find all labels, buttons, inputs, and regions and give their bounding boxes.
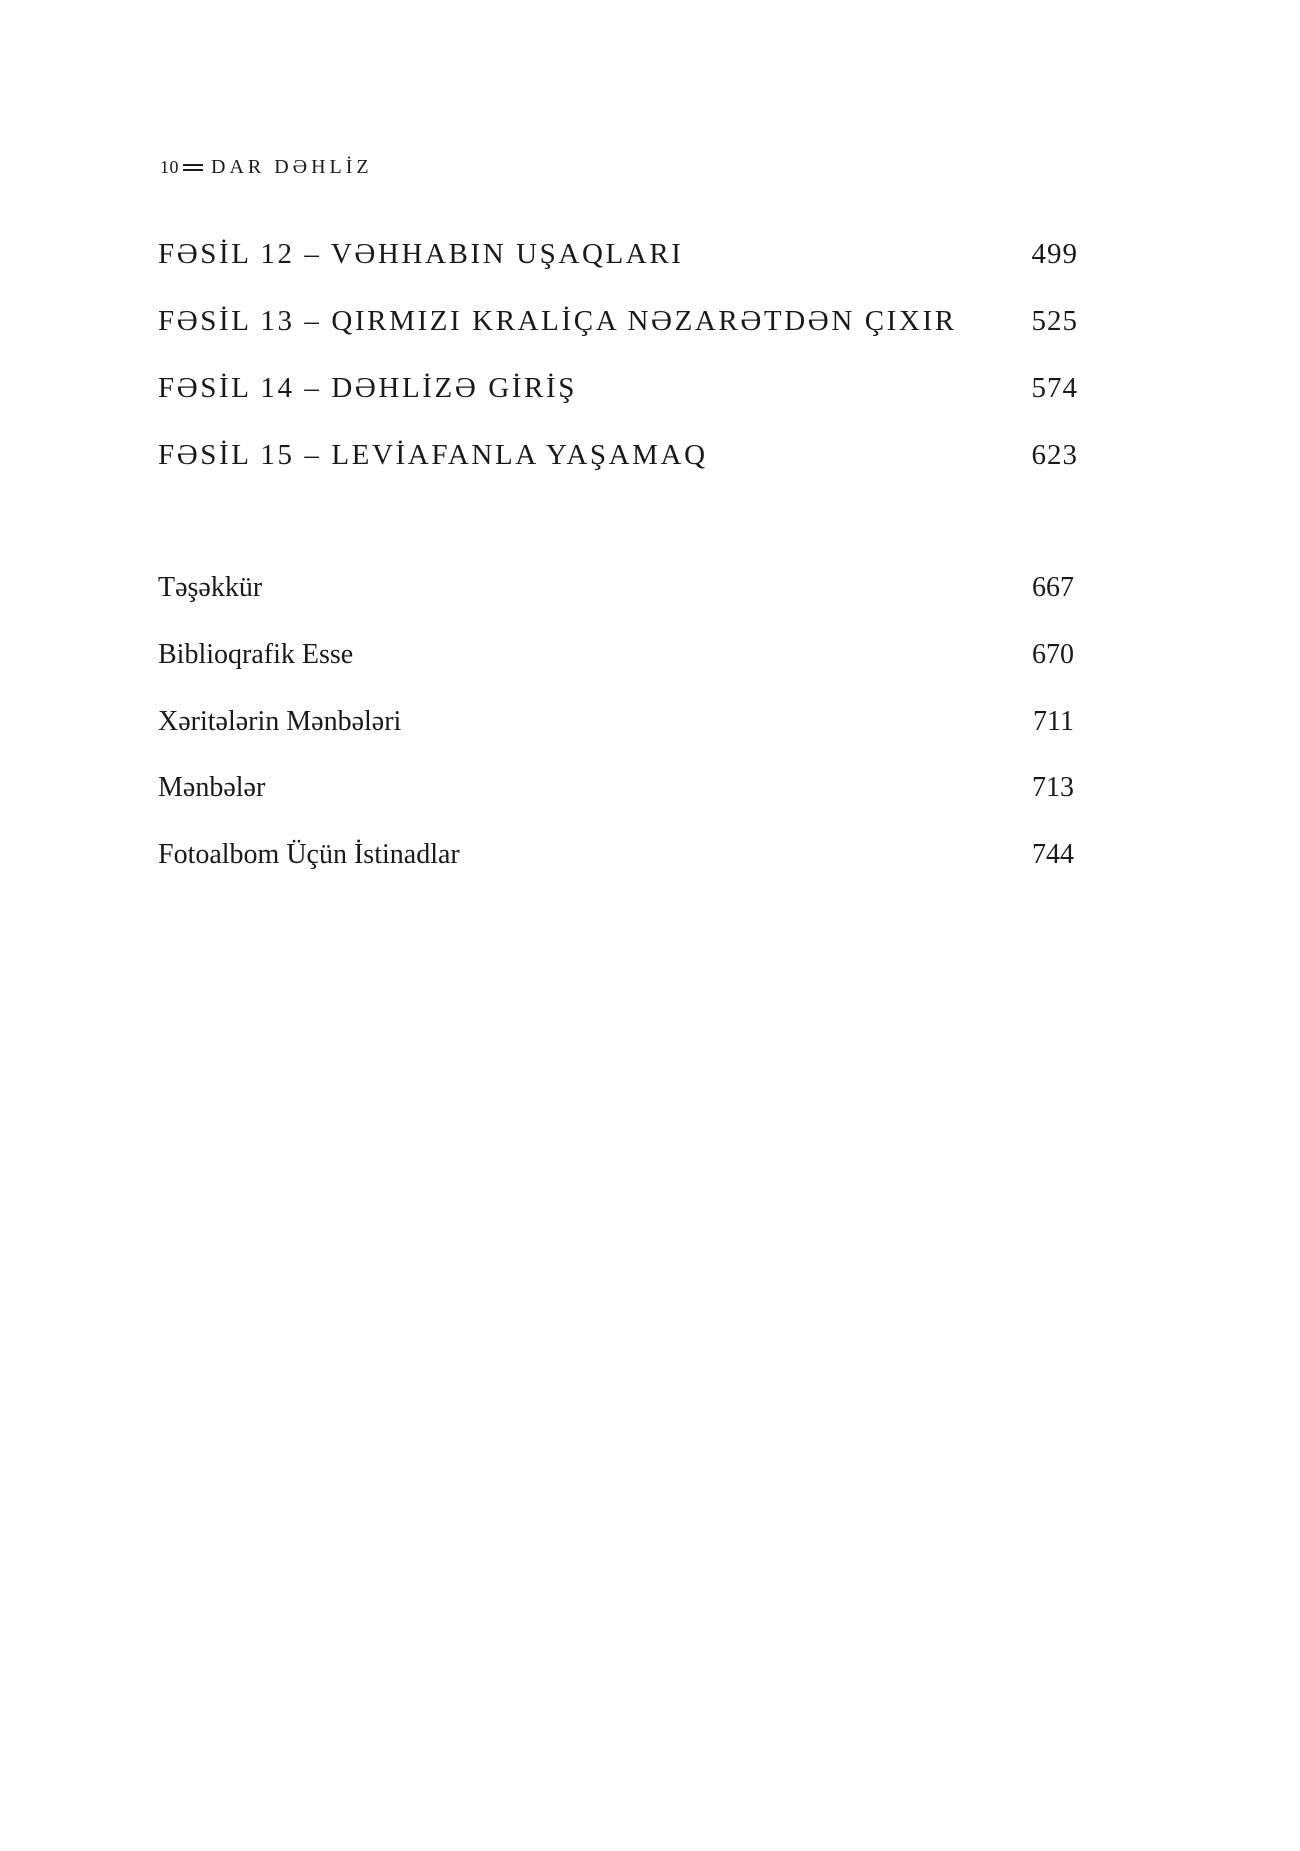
- toc-chapter-title: FƏSİL 14 – DƏHLİZƏ GİRİŞ: [158, 372, 577, 404]
- toc-page-number: 670: [1032, 639, 1074, 670]
- toc-entry-title: Təşəkkür: [158, 572, 263, 603]
- toc-page-number: 623: [1031, 439, 1078, 471]
- toc-back-matter-entry: [158, 706, 1074, 738]
- toc-page-number: 499: [1031, 238, 1078, 270]
- toc-chapter-entry: [158, 439, 1078, 472]
- running-header: [160, 152, 373, 182]
- toc-back-matter-entry: [158, 839, 1074, 871]
- toc-chapter-entry: [158, 238, 1078, 271]
- toc-chapter-title: FƏSİL 13 – QIRMIZI KRALİÇA NƏZARƏTDƏN ÇIXIR: [158, 305, 957, 337]
- toc-chapter-title: FƏSİL 12 – VƏHHABIN UŞAQLARI: [158, 238, 684, 270]
- toc-entry-title: Xəritələrin Mənbələri: [158, 706, 402, 737]
- toc-page-number: 574: [1031, 372, 1078, 404]
- toc-entry-title: Biblioqrafik Esse: [158, 639, 354, 670]
- toc-chapter-entry: [158, 372, 1078, 405]
- toc-back-matter-entry: [158, 772, 1074, 804]
- toc-page-number: 713: [1032, 772, 1074, 803]
- page-number: 10: [160, 156, 179, 177]
- toc-chapter-entry: [158, 305, 1078, 338]
- toc-back-matter-entry: [158, 639, 1074, 671]
- toc-page-number: 525: [1031, 305, 1078, 337]
- toc-chapter-title: FƏSİL 15 – LEVİAFANLA YAŞAMAQ: [158, 439, 708, 471]
- toc-entry-title: Fotoalbom Üçün İstinadlar: [158, 839, 460, 870]
- toc-page-number: 711: [1033, 706, 1074, 737]
- toc-entry-title: Mənbələr: [158, 772, 266, 803]
- header-rule: [183, 164, 203, 171]
- toc-page-number: 744: [1032, 839, 1074, 870]
- toc-page-number: 667: [1032, 572, 1074, 603]
- toc-back-matter-entry: [158, 572, 1074, 604]
- book-title: DAR DƏHLİZ: [211, 155, 373, 178]
